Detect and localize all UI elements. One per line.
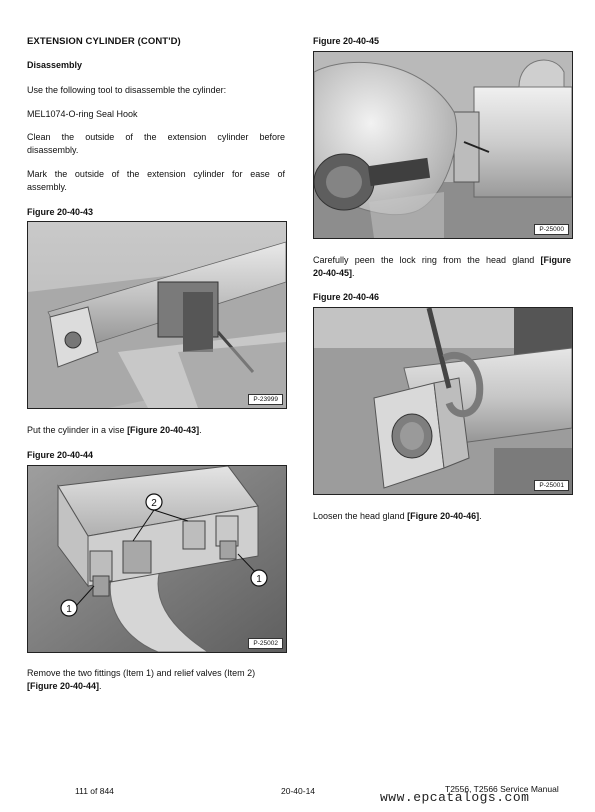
paragraph-mark-line2: assembly. [27,181,67,192]
paragraph-mark-line1: Mark the outside of the extension cylinder for ease of [27,169,285,179]
figure-45-code: P-25000 [534,224,569,235]
figure-44-photo [27,465,287,653]
figure-43-label: Figure 20-40-43 [27,207,94,217]
figure-46-code: P-25001 [534,480,569,491]
figure-44-reference[interactable]: [Figure 20-40-44] [27,680,100,691]
figure-44-label: Figure 20-40-44 [27,450,94,460]
figure-46-label: Figure 20-40-46 [313,292,380,302]
paragraph-loosen-end: . [479,511,482,521]
figure-43-photo [27,221,287,409]
paragraph-remove-end: . [99,680,102,691]
paragraph-mark [27,168,285,193]
watermark: www.epcatalogs.com [380,790,530,805]
callout-1-right: 1 [256,574,262,585]
paragraph-loosen [313,510,482,523]
callout-1-left: 1 [66,604,72,615]
paragraph-vise [27,424,202,437]
figure-45-photo [313,51,573,239]
callout-2: 2 [151,498,157,509]
subheading-disassembly: Disassembly [27,60,83,70]
figure-44-code: P-25002 [248,638,283,649]
manual-title: T2556, T2566 Service Manual [445,784,559,794]
loosen-head-gland-illustration [314,308,572,494]
figure-43-code: P-23999 [248,394,283,405]
paragraph-peen-end: . [352,267,355,278]
paragraph-clean-line2: disassembly. [27,144,79,155]
paragraph-remove-line1: Remove the two fittings (Item 1) and relief valves (Item 2) [27,668,256,678]
peen-lock-ring-illustration [314,52,572,238]
figure-45-reference-part2[interactable]: 20-40-45] [313,267,353,278]
paragraph-clean [27,131,285,156]
figure-46-reference[interactable]: [Figure 20-40-46] [407,511,480,521]
section-number: 20-40-14 [281,786,316,796]
paragraph-peen [313,254,571,279]
figure-45-label: Figure 20-40-45 [313,36,380,46]
figure-45-reference-part1[interactable]: [Figure [540,255,571,265]
paragraph-tool-intro: Use the following tool to disassemble the cylinder: [27,85,227,95]
figure-46-photo [313,307,573,495]
paragraph-loosen-text: Loosen the head gland [313,511,408,521]
paragraph-clean-line1: Clean the outside of the extension cylinder before [27,132,285,142]
section-heading: EXTENSION CYLINDER (CONT'D) [27,36,181,47]
figure-43-reference[interactable]: [Figure 20-40-43] [127,425,200,435]
paragraph-peen-text: Carefully peen the lock ring from the head gland [313,255,541,265]
page-count: 111 of 844 [75,786,114,796]
paragraph-vise-end: . [199,425,202,435]
tool-name: MEL1074-O-ring Seal Hook [27,109,138,119]
paragraph-remove-fittings [27,667,285,692]
cylinder-in-vise-illustration [28,222,286,408]
fittings-relief-valves-illustration [28,466,286,652]
paragraph-vise-text: Put the cylinder in a vise [27,425,128,435]
